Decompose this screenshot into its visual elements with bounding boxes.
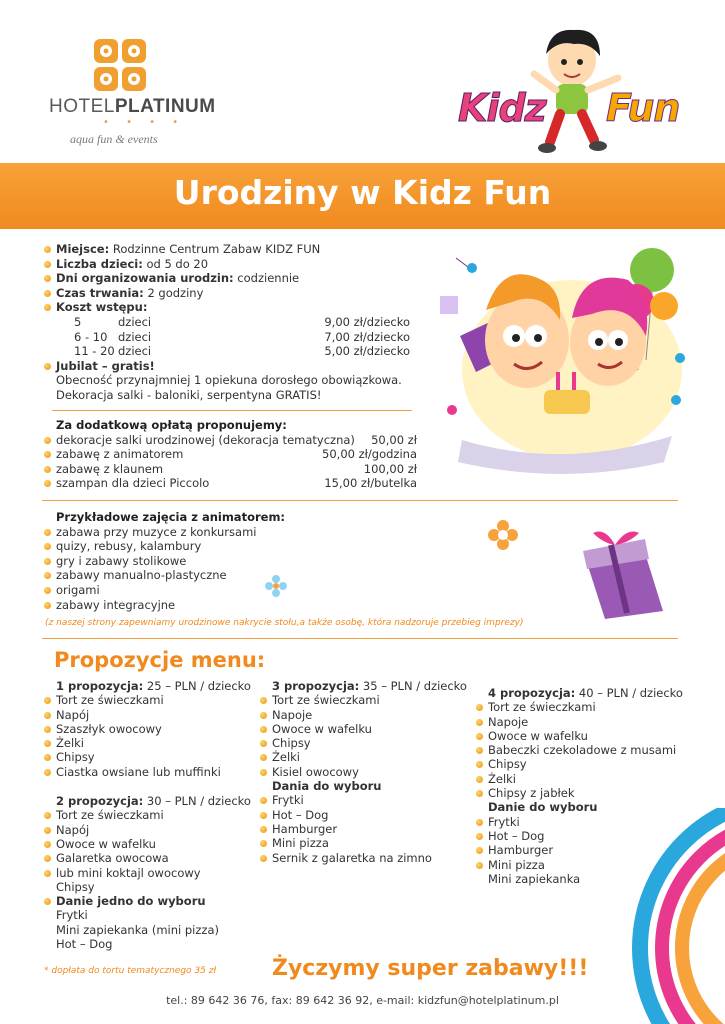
- choice-heading: Dania do wyboru: [272, 779, 382, 794]
- brand-word-fun: Fun: [606, 86, 680, 130]
- activities-heading: Przykładowe zajęcia z animatorem:: [56, 510, 286, 524]
- activity-item: gry i zabawy stolikowe: [42, 554, 422, 569]
- activity-item: zabawa przy muzyce z konkursami: [42, 525, 422, 540]
- brand-word-kidz: Kidz: [458, 86, 546, 130]
- menu-item: Chipsy: [474, 757, 704, 771]
- menu-item: Hot – Dog: [474, 829, 704, 843]
- menu-item: Napój: [42, 708, 262, 722]
- flower-icon: [265, 575, 287, 597]
- menu-item: Frytki: [56, 908, 88, 923]
- hotel-tagline: aqua fun & events: [70, 132, 158, 146]
- menu-item: Ciastka owsiane lub muffinki: [42, 765, 262, 779]
- menu-item: Owoce w wafelku: [474, 729, 704, 743]
- divider: [42, 500, 678, 501]
- menu-item: Chipsy: [42, 750, 262, 764]
- menu-item: Mini pizza: [474, 858, 704, 872]
- menu-item: Owoce w wafelku: [258, 722, 478, 736]
- proposal-3-heading: 3 propozycja: 35 – PLN / dziecko: [272, 679, 467, 693]
- menu-item: Tort ze świeczkami: [42, 808, 262, 822]
- proposal-2-heading: 2 propozycja: 30 – PLN / dziecko: [56, 794, 251, 809]
- menu-item: Sernik z galaretka na zimno: [258, 851, 478, 865]
- info-guardian-note: Obecność przynajmniej 1 opiekuna dorosłego obowiązkowa.: [56, 373, 402, 388]
- info-jubilat: Jubilat – gratis!: [42, 359, 422, 374]
- menu-item: Żelki: [258, 750, 478, 764]
- menu-item: lub mini koktajl owocowy: [42, 866, 262, 880]
- activity-item: zabawy integracyjne: [42, 598, 422, 613]
- activity-item: zabawy manualno-plastyczne: [42, 568, 422, 583]
- choice-heading: Danie jedno do wyboru: [42, 894, 262, 908]
- menu-item: Mini zapiekanka: [488, 871, 581, 886]
- price-tier-3: 11 - 20 dzieci 5,00 zł/dziecko: [74, 344, 410, 359]
- party-kids-illustration: [432, 240, 694, 480]
- info-kids: Liczba dzieci: od 5 do 20: [42, 257, 422, 272]
- menu-item: Napój: [42, 823, 262, 837]
- flower-icon: [488, 520, 518, 550]
- contact-info: tel.: 89 642 36 76, fax: 89 642 36 92, e-mail: kidzfun@hotelplatinum.pl: [166, 994, 559, 1007]
- cake-footnote: * dopłata do tortu tematycznego 35 zł: [44, 966, 217, 976]
- menu-item: Szaszłyk owocowy: [42, 722, 262, 736]
- menu-item: Chipsy z jabłek: [474, 786, 704, 800]
- menu-item: Tort ze świeczkami: [258, 693, 478, 707]
- menu-item: Hot – Dog: [56, 937, 113, 952]
- info-duration: Czas trwania: 2 godziny: [42, 286, 422, 301]
- menu-item: Mini pizza: [258, 836, 478, 850]
- divider: [52, 410, 412, 411]
- price-tier-1: 5 dzieci 9,00 zł/dziecko: [74, 314, 410, 329]
- extras-heading: Za dodatkową opłatą proponujemy:: [56, 418, 287, 432]
- activity-item: origami: [42, 583, 422, 598]
- hotel-name: HOTELPLATINUM: [49, 96, 216, 117]
- extra-item: zabawę z animatorem: [42, 447, 417, 462]
- extra-item: zabawę z klaunem: [42, 462, 417, 477]
- menu-item: Chipsy: [258, 736, 478, 750]
- menu-item: Napoje: [258, 708, 478, 722]
- menu-proposal-3: [258, 679, 478, 865]
- menu-item: Owoce w wafelku: [42, 837, 262, 851]
- price-tier-2: 6 - 10 dzieci 7,00 zł/dziecko: [74, 329, 410, 344]
- extras-section: [42, 418, 417, 491]
- info-days: Dni organizowania urodzin: codziennie: [42, 271, 422, 286]
- proposal-1-heading: 1 propozycja: 25 – PLN / dziecko: [56, 679, 251, 693]
- menu-item: Hamburger: [474, 843, 704, 857]
- menu-item: Chipsy: [56, 879, 95, 894]
- table-note: (z naszej strony zapewniamy urodzinowe nakrycie stołu,a także osobę, która nadzoruje przebieg imprezy): [45, 618, 524, 628]
- brand-kidz: [458, 86, 546, 130]
- hotel-dots: • • • •: [103, 117, 186, 128]
- gift-icon: [575, 525, 675, 620]
- extra-item: szampan dla dzieci Piccolo: [42, 476, 417, 491]
- brand-fun: [606, 86, 679, 130]
- menu-item: Mini zapiekanka (mini pizza): [56, 922, 219, 937]
- menu-item: Napoje: [474, 715, 704, 729]
- menu-proposal-4: [474, 686, 704, 886]
- menu-title: Propozycje menu:: [54, 648, 266, 672]
- page-title: Urodziny w Kidz Fun: [173, 173, 552, 212]
- activity-item: quizy, rebusy, kalambury: [42, 539, 422, 554]
- info-decoration-note: Dekoracja salki - baloniki, serpentyna GRATIS!: [56, 387, 322, 402]
- divider: [42, 638, 678, 639]
- extra-price: 50,00 zł: [371, 432, 417, 447]
- extra-price: 100,00 zł: [363, 461, 417, 476]
- menu-item: Babeczki czekoladowe z musami: [474, 743, 704, 757]
- menu-item: Hot – Dog: [258, 808, 478, 822]
- menu-item: Tort ze świeczkami: [42, 693, 262, 707]
- menu-item: Tort ze świeczkami: [474, 700, 704, 714]
- extra-price: 50,00 zł/godzina: [322, 447, 417, 462]
- extra-item: dekoracje salki urodzinowej (dekoracja tematyczna): [42, 433, 417, 448]
- menu-item: Frytki: [258, 793, 478, 807]
- party-info: [42, 242, 422, 403]
- menu-item: Żelki: [42, 736, 262, 750]
- menu-item: Żelki: [474, 772, 704, 786]
- wish-text: Życzymy super zabawy!!!: [272, 956, 589, 981]
- menu-proposal-1-2: [42, 679, 262, 951]
- hotel-logo-icon: [92, 37, 148, 93]
- menu-item: Hamburger: [258, 822, 478, 836]
- proposal-4-heading: 4 propozycja: 40 – PLN / dziecko: [488, 686, 683, 700]
- choice-heading: Danie do wyboru: [488, 800, 598, 815]
- info-cost: Koszt wstępu:: [42, 300, 422, 315]
- menu-item: Kisiel owocowy: [258, 765, 478, 779]
- extra-price: 15,00 zł/butelka: [324, 476, 417, 491]
- info-place: Miejsce: Rodzinne Centrum Zabaw KIDZ FUN: [42, 242, 422, 257]
- activities-section: [42, 510, 422, 612]
- menu-item: Frytki: [474, 815, 704, 829]
- menu-item: Galaretka owocowa: [42, 851, 262, 865]
